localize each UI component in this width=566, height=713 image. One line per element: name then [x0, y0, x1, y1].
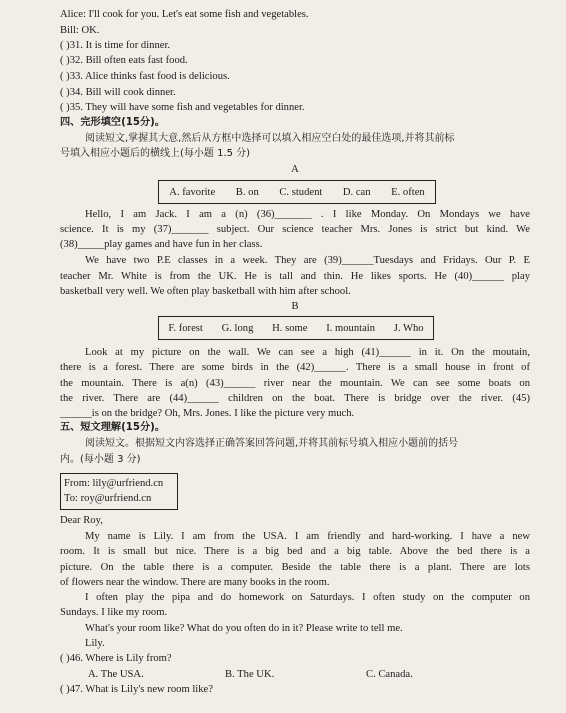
word-option: E. often: [391, 186, 425, 198]
word-option: A. favorite: [169, 186, 216, 198]
email-header-box: [60, 473, 178, 510]
letter-signature: Lily.: [85, 638, 105, 649]
word-option: B. on: [235, 186, 259, 198]
section-5-instruction-2: 内。(每小题 3 分): [60, 454, 141, 465]
word-option: I. mountain: [326, 322, 376, 334]
letter-line: of flowers near the window. There are many books in the room.: [60, 577, 330, 588]
section-4-heading: 四、完形填空(15分)。: [60, 117, 165, 128]
letter-line: Sundays. I like my room.: [60, 607, 168, 618]
word-option: J. Who: [393, 322, 424, 334]
passage-line: there is a forest. There are some birds in the (42)______. There is a small house in front of: [60, 362, 530, 373]
question-31: ( )31. It is time for dinner.: [60, 40, 171, 51]
passage-line: the river. There are (44)______ children on the boat. There is bridge over the river. (45): [60, 393, 530, 404]
option-46-c: C. Canada.: [366, 669, 413, 680]
letter-greeting: Dear Roy,: [60, 515, 103, 526]
passage-line: ______is on the bridge? Oh, Mrs. Jones. I like the picture very much.: [60, 408, 355, 419]
passage-line: Hello, I am Jack. I am a (n) (36)_______ . I like Monday. On Mondays we have: [85, 209, 530, 220]
question-34: ( )34. Bill will cook dinner.: [60, 87, 176, 98]
word-bank-b: [158, 316, 434, 340]
question-35: ( )35. They will have some fish and vegetables for dinner.: [60, 102, 305, 113]
section-4-instruction-2: 号填入相应小题后的横线上(每小题 1.5 分): [60, 148, 251, 159]
word-option: C. student: [279, 186, 323, 198]
question-32: ( )32. Bill often eats fast food.: [60, 55, 188, 66]
question-47: ( )47. What is Lily's new room like?: [60, 684, 213, 695]
part-b-label: B: [291, 301, 299, 312]
letter-line: room. It is small but nice. There is a big bed and a big table. Above the bed there is a: [60, 546, 530, 557]
passage-line: science. It is my (37)_______ subject. Our science teacher Mrs. Jones is strict but kind. We: [60, 224, 530, 235]
word-option: G. long: [221, 322, 254, 334]
part-a-label: A: [291, 164, 299, 175]
passage-line: (38)_____play games and have fun in her class.: [60, 239, 263, 250]
section-4-instruction-1: 阅读短文,掌握其大意,然后从方框中选择可以填入相应空白处的最佳选项,并将其前标: [85, 133, 455, 144]
dialogue-line-bill: Bill: OK.: [60, 25, 100, 36]
email-to: To: roy@urfriend.cn: [64, 493, 152, 504]
letter-line: My name is Lily. I am from the USA. I am friendly and hard-working. I have a new: [85, 531, 530, 542]
passage-line: the mountain. There is a(n) (43)______ river near the mountain. We can see some boats on: [60, 378, 530, 389]
option-46-a: A. The USA.: [88, 669, 144, 680]
letter-line: What's your room like? What do you often do in it? Please write to tell me.: [85, 623, 403, 634]
email-from: From: lily@urfriend.cn: [64, 478, 164, 489]
section-5-instruction-1: 阅读短文。根据短文内容选择正确答案回答问题,并将其前标号填入相应小题前的括号: [85, 438, 459, 449]
dialogue-line-alice: Alice: I'll cook for you. Let's eat some fish and vegetables.: [60, 9, 309, 20]
word-option: D. can: [342, 186, 371, 198]
passage-line: teacher Mr. White is from the UK. He is tall and thin. He likes sports. He (40)______ play: [60, 271, 530, 282]
letter-line: picture. On the table there is a computer. Beside the table there is a plant. There are lots: [60, 562, 530, 573]
option-46-b: B. The UK.: [225, 669, 275, 680]
letter-line: I often play the pipa and do homework on Saturdays. I often study on the computer on: [85, 592, 530, 603]
passage-line: We have two P.E classes in a week. They are (39)______Tuesdays and Fridays. Our P. E: [85, 255, 530, 266]
question-46: ( )46. Where is Lily from?: [60, 653, 172, 664]
passage-line: Look at my picture on the wall. We can see a high (41)______ in it. On the moutain,: [85, 347, 530, 358]
word-bank-a: [158, 180, 436, 204]
question-33: ( )33. Alice thinks fast food is delicious.: [60, 71, 230, 82]
word-option: H. some: [272, 322, 308, 334]
passage-line: basketball very well. We often play basketball with him after school.: [60, 286, 351, 297]
word-option: F. forest: [168, 322, 203, 334]
section-5-heading: 五、短文理解(15分)。: [60, 422, 165, 433]
